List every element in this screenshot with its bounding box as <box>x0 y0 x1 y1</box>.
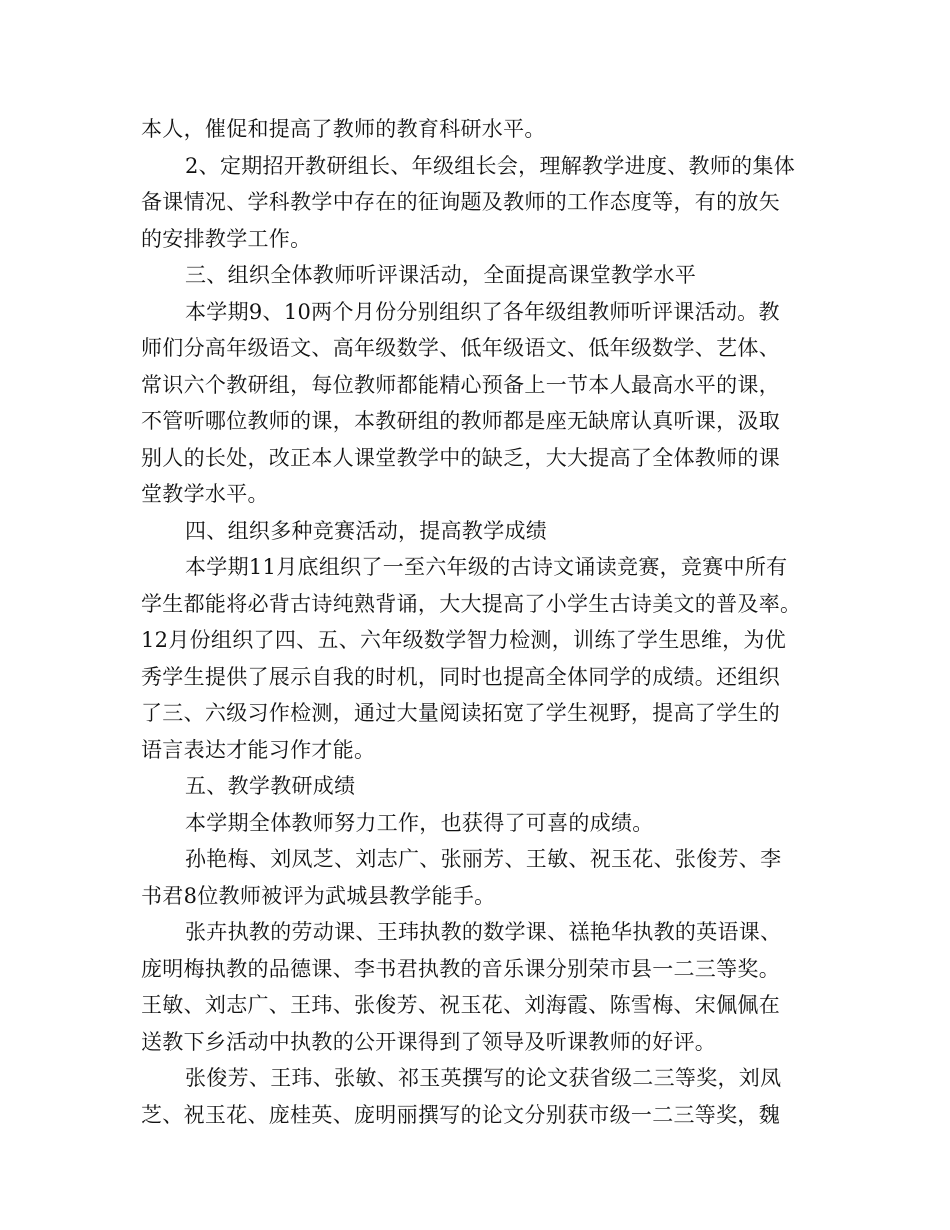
text-line: 了三、六级习作检测，通过大量阅读拓宽了学生视野，提高了学生的 <box>141 701 780 725</box>
text-line: 庞明梅执教的品德课、李书君执教的音乐课分别荣市县一二三等奖。 <box>141 956 780 981</box>
text-line: 张俊芳、王玮、张敏、祁玉英撰写的论文获省级二三等奖，刘凤 <box>185 1066 782 1090</box>
text-line: 王敏、刘志广、王玮、张俊芳、祝玉花、刘海霞、陈雪梅、宋佩佩在 <box>141 993 780 1017</box>
text-line: 孙艳梅、刘凤芝、刘志广、张丽芳、王敏、祝玉花、张俊芳、李 <box>185 847 782 871</box>
text-line: 12月份组织了四、五、六年级数学智力检测，训练了学生思维，为优 <box>141 628 787 652</box>
text-line: 本学期全体教师努力工作，也获得了可喜的成绩。 <box>185 810 654 835</box>
text-line: 别人的长处，改正本人课堂教学中的缺乏，大大提高了全体教师的课 <box>141 445 780 470</box>
text-line: 五、教学教研成绩 <box>185 774 356 798</box>
text-line: 张卉执教的劳动课、王玮执教的数学课、禚艳华执教的英语课、 <box>185 920 782 944</box>
text-line: 2、定期招开教研组长、年级组长会，理解教学进度、教师的集体 <box>185 153 796 178</box>
text-line: 不管听哪位教师的课，本教研组的教师都是座无缺席认真听课，汲取 <box>141 409 780 433</box>
body-text <box>141 111 821 1133</box>
text-line: 四、组织多种竞赛活动，提高教学成绩 <box>185 518 548 543</box>
text-line: 送教下乡活动中执教的公开课得到了领导及听课教师的好评。 <box>141 1029 717 1054</box>
text-line: 学生都能将必背古诗纯熟背诵，大大提高了小学生古诗美文的普及率。 <box>141 591 802 616</box>
text-line: 语言表达才能习作才能。 <box>141 737 376 762</box>
text-line: 三、组织全体教师听评课活动，全面提高课堂教学水平 <box>185 263 697 287</box>
text-line: 本人，催促和提高了教师的教育科研水平。 <box>141 117 546 141</box>
text-line: 本学期9、10两个月份分别组织了各年级组教师听评课活动。教 <box>185 299 780 324</box>
text-line: 堂教学水平。 <box>141 482 269 506</box>
text-line: 秀学生提供了展示自我的时机，同时也提高全体同学的成绩。还组织 <box>141 664 780 689</box>
text-line: 芝、祝玉花、庞桂英、庞明丽撰写的论文分别获市级一二三等奖，魏 <box>141 1102 780 1127</box>
text-line: 本学期11月底组织了一至六年级的古诗文诵读竞赛，竞赛中所有 <box>185 555 788 579</box>
text-line: 书君8位教师被评为武城县教学能手。 <box>141 883 496 908</box>
text-line: 常识六个教研组，每位教师都能精心预备上一节本人最高水平的课， <box>141 372 780 397</box>
text-line: 的安排教学工作。 <box>141 226 312 251</box>
text-line: 备课情况、学科教学中存在的征询题及教师的工作态度等，有的放矢 <box>141 190 780 214</box>
text-line: 师们分高年级语文、高年级数学、低年级语文、低年级数学、艺体、 <box>141 336 780 360</box>
